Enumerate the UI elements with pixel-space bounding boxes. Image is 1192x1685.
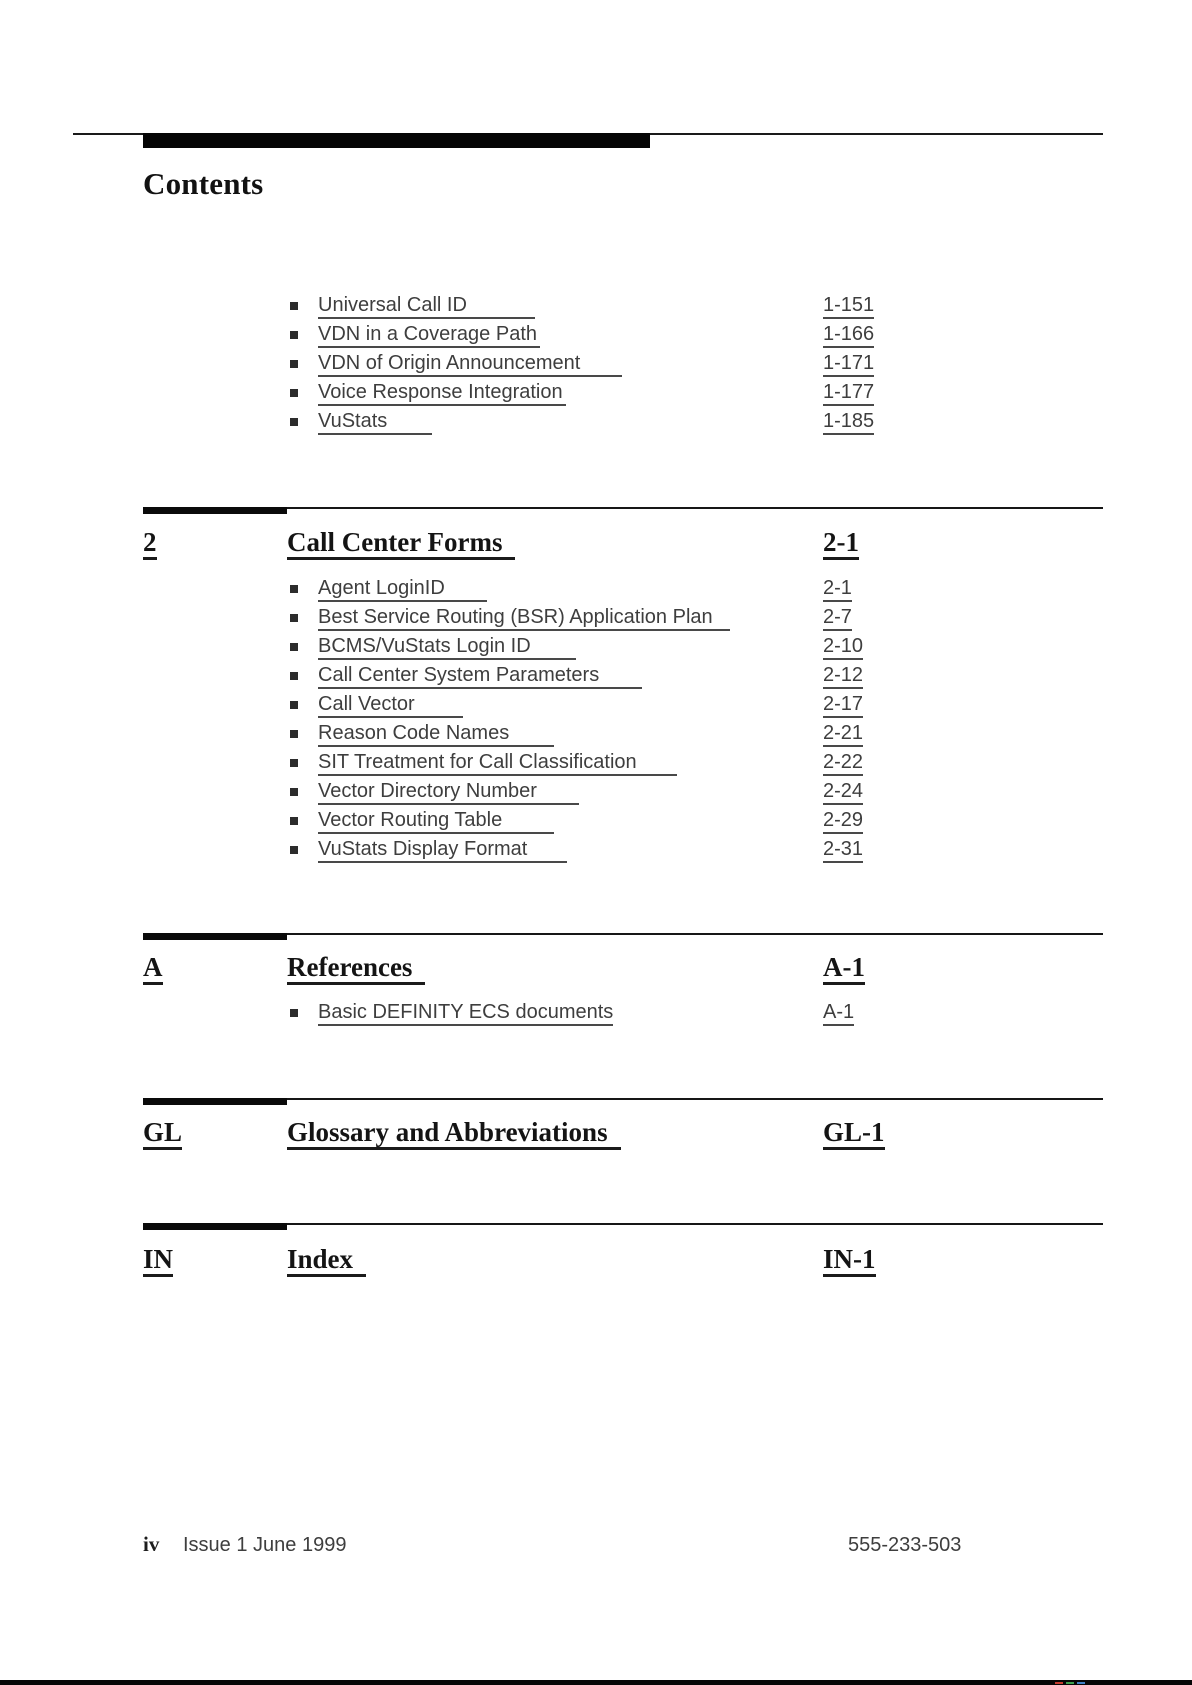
section-divider [143,1223,1103,1231]
toc-item-page-link[interactable]: 1-177 [823,381,874,406]
toc-item [143,779,1103,808]
divider-thin-line [287,507,1103,509]
footer-black-bar [0,1680,1192,1685]
section-title-link[interactable]: Glossary and Abbreviations [287,1117,621,1150]
toc-item-link[interactable]: SIT Treatment for Call Classification [318,751,677,776]
toc-item [143,634,1103,663]
toc-item [143,576,1103,605]
divider-thin-line [287,1223,1103,1225]
toc-item-page-link[interactable]: 2-12 [823,664,863,689]
toc-item-link[interactable]: Best Service Routing (BSR) Application Plan [318,606,730,631]
toc-item [143,808,1103,837]
square-bullet-icon [290,672,298,680]
square-bullet-icon [290,331,298,339]
toc-item [143,380,1103,409]
toc-item-page-link[interactable]: 1-151 [823,294,874,319]
toc-item [143,721,1103,750]
section-title-link[interactable]: Index [287,1244,366,1277]
section-heading-index [143,1244,1103,1282]
toc-item-link[interactable]: Vector Routing Table [318,809,554,834]
toc-item [143,605,1103,634]
toc-item [143,293,1103,322]
square-bullet-icon [290,418,298,426]
section-page-link[interactable]: GL-1 [823,1117,885,1150]
toc-item-page-link[interactable]: 2-29 [823,809,863,834]
toc-item-link[interactable]: Agent LoginID [318,577,487,602]
divider-thick-bar [143,1223,287,1230]
section-heading-glossary [143,1117,1103,1155]
square-bullet-icon [290,701,298,709]
header-black-bar [143,133,650,148]
divider-thick-bar [143,507,287,514]
square-bullet-icon [290,788,298,796]
divider-thin-line [287,1098,1103,1100]
toc-item-page-link[interactable]: A-1 [823,1001,854,1026]
toc-item-page-link[interactable]: 2-10 [823,635,863,660]
section-number-link[interactable]: IN [143,1244,173,1277]
toc-item-page-link[interactable]: 2-24 [823,780,863,805]
toc-item-link[interactable]: Call Vector [318,693,463,718]
footer-document-number: 555-233-503 [848,1534,962,1556]
toc-item [143,692,1103,721]
square-bullet-icon [290,360,298,368]
page-title: Contents [143,166,264,201]
toc-item [143,750,1103,779]
toc-item-link[interactable]: Universal Call ID [318,294,535,319]
toc-item-page-link[interactable]: 2-7 [823,606,852,631]
divider-thick-bar [143,1098,287,1105]
square-bullet-icon [290,389,298,397]
toc-item [143,1000,1103,1029]
section-page-link[interactable]: A-1 [823,952,865,985]
toc-item-link[interactable]: Vector Directory Number [318,780,579,805]
divider-thick-bar [143,933,287,940]
section-title-link[interactable]: Call Center Forms [287,527,515,560]
toc-item-link[interactable]: BCMS/VuStats Login ID [318,635,576,660]
section-title-link[interactable]: References [287,952,425,985]
section-heading-appendix-a [143,952,1103,990]
section-number-link[interactable]: GL [143,1117,182,1150]
divider-thin-line [287,933,1103,935]
toc-item-link[interactable]: VuStats [318,410,432,435]
square-bullet-icon [290,817,298,825]
toc-item-link[interactable]: Basic DEFINITY ECS documents [318,1001,613,1026]
square-bullet-icon [290,614,298,622]
toc-item-link[interactable]: Call Center System Parameters [318,664,642,689]
section-heading-section-2 [143,527,1103,565]
toc-item-page-link[interactable]: 2-1 [823,577,852,602]
toc-item-page-link[interactable]: 2-31 [823,838,863,863]
toc-item [143,663,1103,692]
toc-item-page-link[interactable]: 1-171 [823,352,874,377]
toc-item-link[interactable]: VDN in a Coverage Path [318,323,540,348]
toc-item-page-link[interactable]: 2-22 [823,751,863,776]
section-number-link[interactable]: A [143,952,163,985]
toc-item-page-link[interactable]: 1-166 [823,323,874,348]
square-bullet-icon [290,302,298,310]
toc-list-section-2 [143,576,1103,866]
toc-item-link[interactable]: VDN of Origin Announcement [318,352,622,377]
scan-artifact [1066,1682,1074,1684]
square-bullet-icon [290,846,298,854]
footer-issue-text: Issue 1 June 1999 [183,1534,347,1556]
toc-list-chapter-1-continued [143,293,1103,438]
section-page-link[interactable]: IN-1 [823,1244,876,1277]
toc-item-page-link[interactable]: 2-17 [823,693,863,718]
square-bullet-icon [290,585,298,593]
toc-item [143,409,1103,438]
footer-page-number: iv [143,1532,160,1556]
toc-item-page-link[interactable]: 1-185 [823,410,874,435]
square-bullet-icon [290,730,298,738]
scan-artifact [1055,1682,1063,1684]
toc-item-link[interactable]: Voice Response Integration [318,381,566,406]
section-number-link[interactable]: 2 [143,527,157,560]
square-bullet-icon [290,1009,298,1017]
square-bullet-icon [290,643,298,651]
toc-list-appendix-a [143,1000,1103,1029]
section-divider [143,933,1103,941]
scan-artifact [1077,1682,1085,1684]
square-bullet-icon [290,759,298,767]
toc-item-page-link[interactable]: 2-21 [823,722,863,747]
section-divider [143,1098,1103,1106]
section-divider [143,507,1103,515]
toc-item [143,351,1103,380]
toc-item [143,837,1103,866]
toc-item [143,322,1103,351]
toc-item-link[interactable]: VuStats Display Format [318,838,567,863]
toc-item-link[interactable]: Reason Code Names [318,722,554,747]
section-page-link[interactable]: 2-1 [823,527,859,560]
